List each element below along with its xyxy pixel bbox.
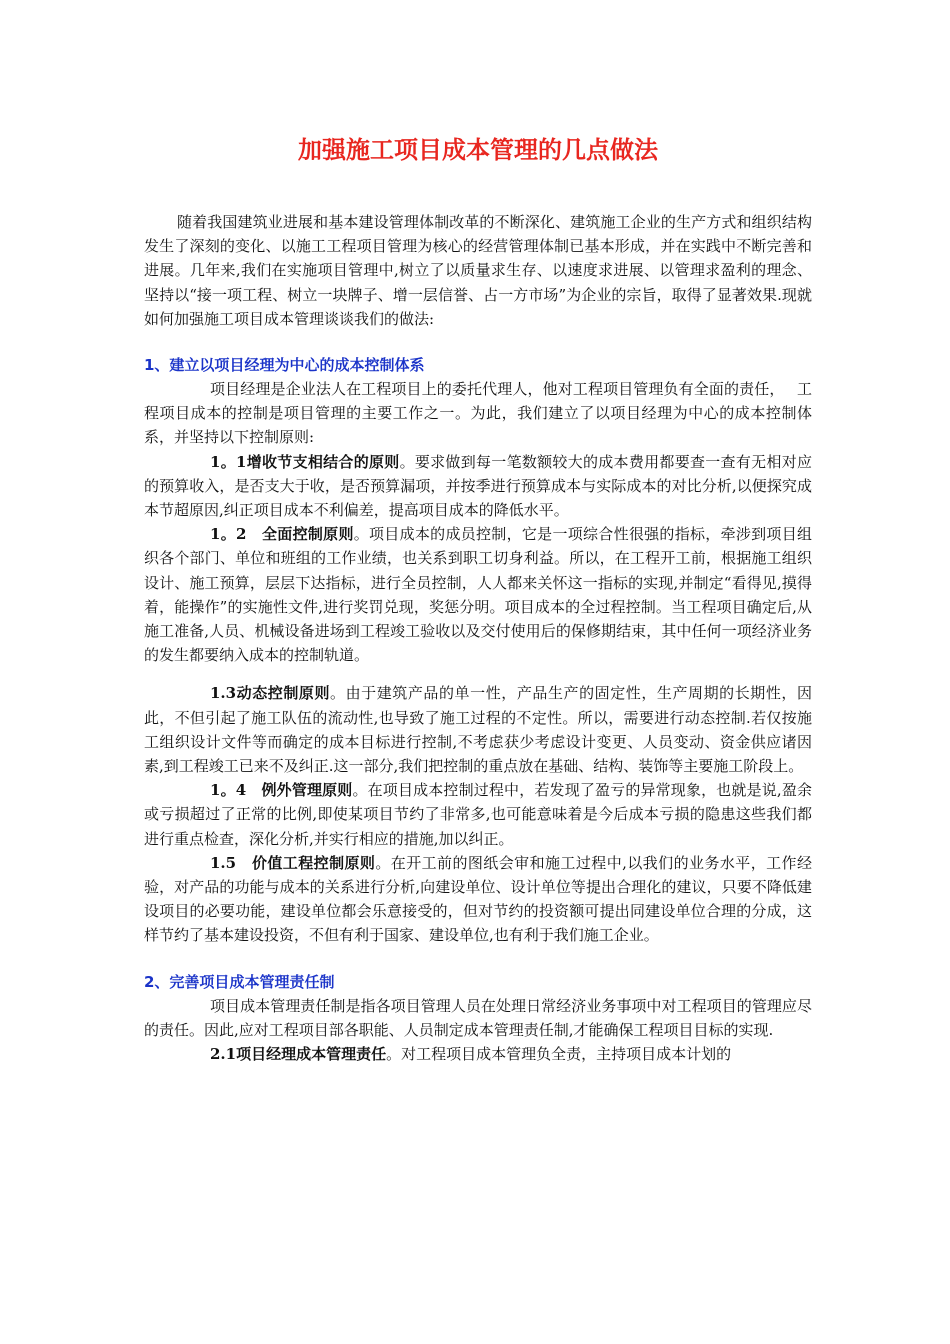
item-text: 。由于建筑产品的单一性，产品生产的固定性，生产周期的长期性，因此，不但引起了施工队伍的流动性,也导致了施工过程的不定性。所以，需要进行动态控制.若仅按施工组织设计文件等而确定的成本目标进行控制,不考虑获少考虑设计变更、人员变动、资金供应诸因素,到工程竣工已来不及纠正.这一部分,我们把控制的重点放在基础、结构、装饰等主要施工阶段上。	[144, 684, 812, 776]
document-title: 加强施工项目成本管理的几点做法	[298, 136, 658, 164]
intro-paragraph: 随着我国建筑业进展和基本建设管理体制改革的不断深化、建筑施工企业的生产方式和组织结构发生了深刻的变化、以施工工程项目管理为核心的经营管理体制已基本形成，并在实践中不断完善和进展。几年来,我们在实施项目管理中,树立了以质量求生存、以速度求进展、以管理求盈利的理念、坚持以“接一项工程、树立一块牌子、增一层信誉、占一方市场”为企业的宗旨，取得了显著效果.现就如何加强施工项目成本管理谈谈我们的做法:	[144, 213, 812, 328]
item-label: 1。4 例外管理原则	[210, 781, 353, 800]
section-1-item-3	[144, 681, 812, 778]
item-text: 。项目成本的成员控制，它是一项综合性很强的指标，牵涉到项目组织各个部门、单位和班组的工作业绩，也关系到职工切身利益。所以，在工程开工前，根据施工组织设计、施工预算，层层下达指标，进行全员控制，人人都来关怀这一指标的实现,并制定“看得见,摸得着，能操作”的实施性文件,进行奖罚兑现，奖惩分明。项目成本的全过程控制。当工程项目确定后,从施工准备,人员、机械设备进场到工程竣工验收以及交付使用后的保修期结束，其中任何一项经济业务的发生都要纳入成本的控制轨道。	[144, 525, 812, 665]
item-label: 2.1项目经理成本管理责任	[210, 1045, 387, 1064]
section-1-heading: 1、建立以项目经理为中心的成本控制体系	[144, 356, 425, 375]
section-1-item-4	[144, 778, 812, 851]
item-label: 1.5 价值工程控制原则	[210, 853, 376, 872]
section-1-item-5	[144, 851, 812, 948]
section-2-heading: 2、完善项目成本管理责任制	[144, 972, 335, 991]
section-1-item-2	[144, 522, 812, 667]
item-text: 。对工程项目成本管理负全责，主持项目成本计划的	[386, 1045, 732, 1064]
item-label: 1。2 全面控制原则	[210, 525, 354, 544]
section-2-paragraph: 项目成本管理责任制是指各项目管理人员在处理日常经济业务事项中对工程项目的管理应尽的责任。因此,应对工程项目部各职能、人员制定成本管理责任制,才能确保工程项目目标的实现.	[144, 996, 812, 1039]
section-2-item-1	[144, 1042, 812, 1066]
item-label: 1。1增收节支相结合的原则	[210, 452, 400, 471]
item-label: 1.3动态控制原则	[210, 684, 331, 703]
section-1-paragraph: 项目经理是企业法人在工程项目上的委托代理人，他对工程项目管理负有全面的责任， 工程项目成本的控制是项目管理的主要工作之一。为此，我们建立了以项目经理为中心的成本控制体系，并坚持以下控制原则:	[144, 380, 812, 447]
item-text: 。在项目成本控制过程中，若发现了盈亏的异常现象，也就是说,盈余或亏损超过了正常的比例,即使某项目节约了非常多,也可能意味着是今后成本亏损的隐患这些我们都进行重点检查，深化分析,并实行相应的措施,加以纠正。	[144, 781, 812, 848]
spacer	[144, 667, 812, 681]
item-text: 。要求做到每一笔数额较大的成本费用都要查一查有无相对应的预算收入，是否支大于收，是否预算漏项，并按季进行预算成本与实际成本的对比分析,以便探究成本节超原因,纠正项目成本不利偏差，提高项目成本的降低水平。	[144, 452, 812, 520]
item-text: 。在开工前的图纸会审和施工过程中,以我们的业务水平，工作经验，对产品的功能与成本的关系进行分析,向建设单位、设计单位等提出合理化的建议，只要不降低建设项目的必要功能，建设单位都会乐意接受的，但对节约的投资额可提出同建设单位合理的分成，这样节约了基本建设投资，不但有利于国家、建设单位,也有利于我们施工企业。	[144, 853, 812, 945]
section-1-item-1	[144, 450, 812, 523]
